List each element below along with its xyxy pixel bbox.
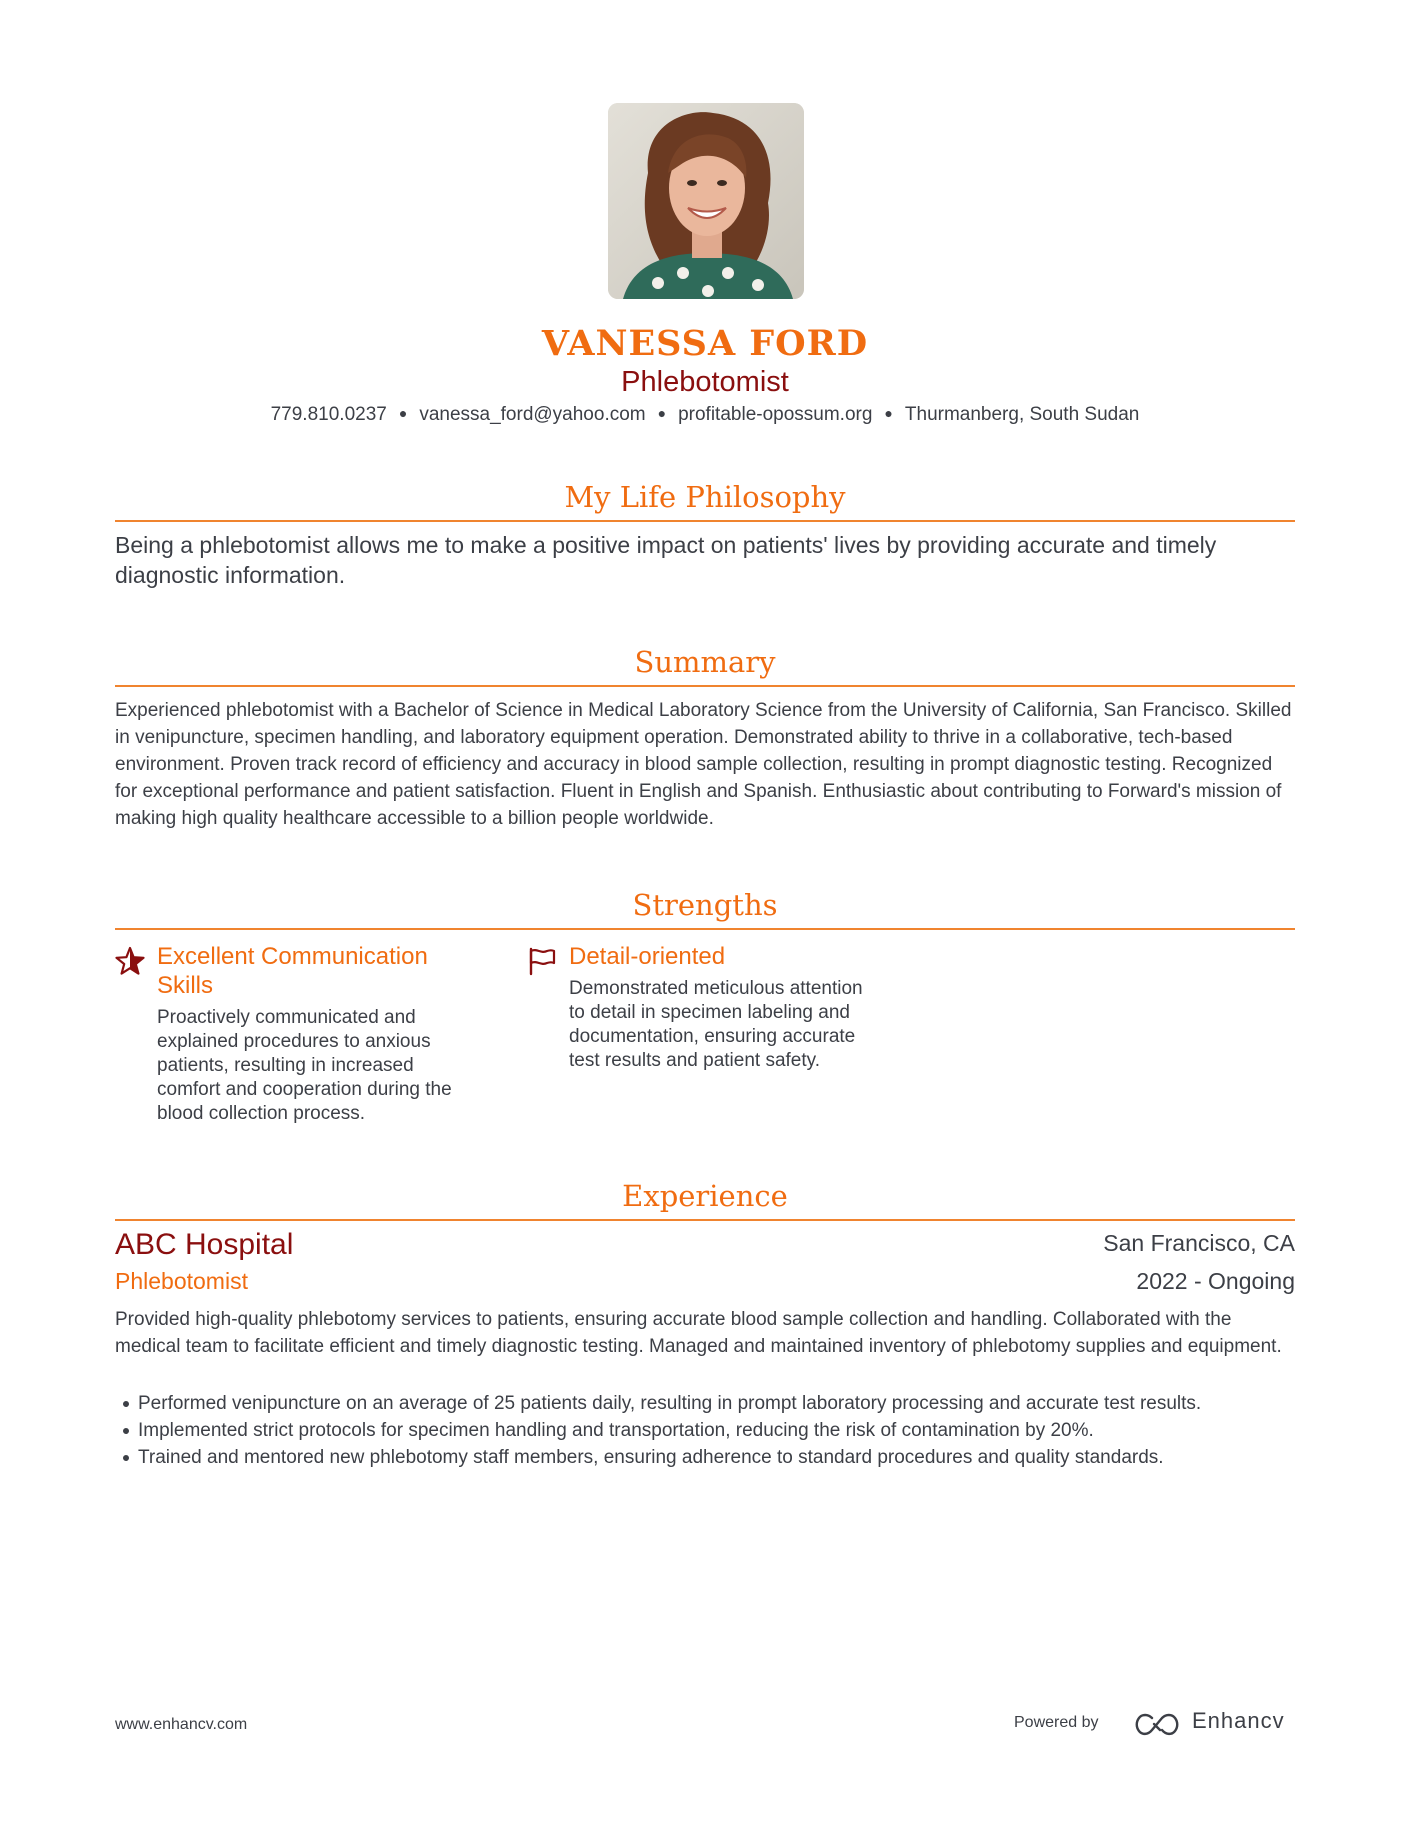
enhancv-brand[interactable]: Enhancv — [1192, 1708, 1285, 1733]
profile-photo — [608, 103, 804, 299]
powered-by-text: Powered by — [1014, 1714, 1099, 1731]
achievement-item: Performed venipuncture on an average of 25 patients daily, resulting in prompt laboratory processing and accurate test results. — [115, 1390, 1295, 1417]
job-location: San Francisco, CA — [1103, 1230, 1295, 1256]
location-text: Thurmanberg, South Sudan — [904, 404, 1140, 425]
phone-number[interactable]: 779.810.0237 — [270, 404, 387, 425]
strength-description: Proactively communicated and explained procedures to anxious patients, resulting in increased comfort and cooperation during the blood collection process. — [157, 1007, 452, 1124]
strength-description: Demonstrated meticulous attention to detail in specimen labeling and documentation, ensuring accurate test results and patient safety. — [569, 978, 863, 1071]
candidate-headline: Phlebotomist — [621, 366, 789, 398]
flag-icon — [527, 946, 557, 976]
email-link[interactable]: vanessa_ford@yahoo.com — [419, 404, 646, 425]
achievement-item: Trained and mentored new phlebotomy staff members, ensuring adherence to standard procedures and quality standards. — [115, 1444, 1295, 1471]
section-title-experience: Experience — [622, 1179, 788, 1213]
separator-dot: ● — [398, 405, 408, 421]
section-divider — [115, 685, 1295, 687]
strength-title: Excellent Communication Skills — [157, 943, 428, 999]
section-divider — [115, 520, 1295, 522]
section-divider — [115, 928, 1295, 930]
strength-item — [527, 942, 867, 1073]
summary-text: Experienced phlebotomist with a Bachelor of Science in Medical Laboratory Science from the University of California, San Francisco. Skilled in venipuncture, specimen handling, and laboratory equipment operation. Demonstrated ability to thrive in a collaborative, tech-based environment. Proven track record of efficiency and accuracy in blood sample collection, resulting in prompt diagnostic testing. Recognized for exceptional performance and patient satisfaction. Fluent in English and Spanish. Enthusiastic about contributing to Forward's mission of making high quality healthcare accessible to a billion people worldwide. — [115, 700, 1292, 829]
star-icon — [115, 946, 145, 976]
philosophy-text: Being a phlebotomist allows me to make a positive impact on patients' lives by providing accurate and timely diagnostic information. — [115, 532, 1217, 588]
footer-url[interactable]: www.enhancv.com — [115, 1716, 248, 1733]
achievement-list — [115, 1390, 1295, 1471]
job-description: Provided high-quality phlebotomy services to patients, ensuring accurate blood sample collection and handling. Collaborated with the medical team to facilitate efficient and timely diagnostic testing. Managed and maintained inventory of phlebotomy supplies and equipment. — [115, 1309, 1282, 1357]
website-link[interactable]: profitable-opossum.org — [678, 404, 873, 425]
candidate-name: VANESSA FORD — [541, 323, 869, 364]
separator-dot: ● — [657, 405, 667, 421]
achievement-item: Implemented strict protocols for specimen handling and transportation, reducing the risk of contamination by 20%. — [115, 1417, 1295, 1444]
resume-page — [115, 0, 1295, 1826]
section-title-strengths: Strengths — [632, 888, 778, 922]
strength-title: Detail-oriented — [569, 943, 726, 970]
job-dates: 2022 - Ongoing — [1136, 1268, 1295, 1294]
section-divider — [115, 1219, 1295, 1221]
section-title-summary: Summary — [634, 645, 776, 679]
enhancv-logo-icon — [1132, 1710, 1182, 1738]
separator-dot: ● — [884, 405, 893, 421]
job-role: Phlebotomist — [115, 1268, 248, 1294]
section-title-philosophy: My Life Philosophy — [564, 480, 846, 514]
contact-info — [115, 404, 1295, 426]
company-name: ABC Hospital — [115, 1228, 294, 1261]
strength-item — [115, 942, 455, 1126]
